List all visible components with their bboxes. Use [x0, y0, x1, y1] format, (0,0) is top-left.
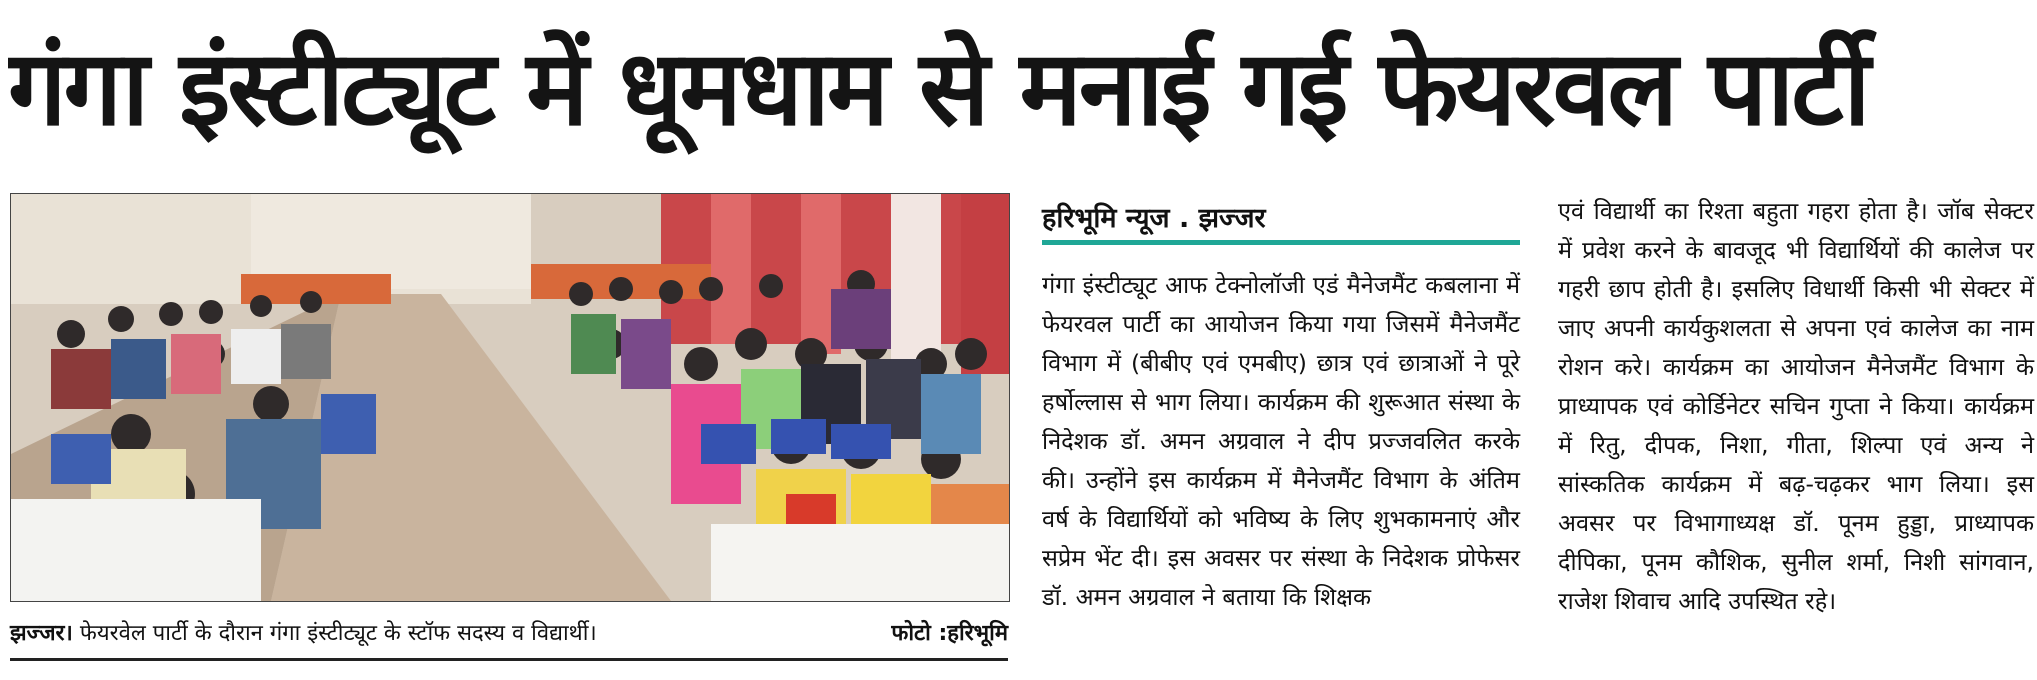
article-paragraph-2: एवं विद्यार्थी का रिश्ता बहुता गहरा होता है। जॉब सेक्टर में प्रवेश करने के बावजूद भी विद्यार्थियों की कालेज पर गहरी छाप होती है। इसलिए विधार्थी किसी भी सेक्टर में जाए अपनी कार्यकुशलता से अपना एवं कालेज का नाम रोशन करे। कार्यक्रम का आयोजन मैनेजमैंट विभाग के प्राध्यापक एवं कोर्डिनेटर सचिन गुप्ता ने किया। कार्यक्रम में रितु, दीपक, निशा, गीता, शिल्पा एवं अन्य ने सांस्कतिक कार्यक्रम में बढ़-चढ़कर भाग लिया। इस अवसर पर विभागाध्यक्ष डॉ. पूनम हुड्डा, प्राध्यापक दीपिका, पूनम कौशिक, सुनील शर्मा, निशी सांगवान, राजेश शिवाच आदि उपस्थित रहे। [1558, 197, 2034, 615]
byline: हरिभूमि न्यूज . झज्जर [1042, 203, 1266, 234]
photo-credit: फोटो :हरिभूमि [891, 620, 1008, 646]
caption-divider [10, 658, 1008, 661]
article-column-1 [1042, 266, 1520, 676]
photo-caption [10, 612, 1008, 656]
caption-description: फेयरवेल पार्टी के दौरान गंगा इंस्टीट्यूट के स्टॉफ सदस्य व विद्यार्थी। [72, 620, 597, 646]
article-paragraph-1: गंगा इंस्टीट्यूट आफ टेक्नोलॉजी एडं मैनेजमैंट कबलाना में फेयरवल पार्टी का आयोजन किया गया जिसमें मैनेजमैंट विभाग में (बीबीए एवं एमबीए) छात्र एवं छात्राओं ने पूरे हर्षोल्लास से भाग लिया। कार्यक्रम की शुरूआत संस्था के निदेशक डॉ. अमन अग्रवाल ने दीप प्रज्जवलित करके की। उन्होंने इस कार्यक्रम में मैनेजमैंट विभाग के अंतिम वर्ष के विद्यार्थियों को भविष्य के लिए शुभकामनाएं और सप्रेम भेंट दी। इस अवसर पर संस्था के निदेशक प्रोफेसर डॉ. अमन अग्रवाल ने बताया कि शिक्षक [1042, 271, 1520, 611]
byline-divider [1042, 240, 1520, 245]
article-column-2 [1558, 192, 2034, 676]
caption-place: झज्जर। [10, 620, 73, 646]
caption-text [10, 621, 597, 647]
headline: गंगा इंस्टीट्यूट में धूमधाम से मनाई गई फेयरवल पार्टी [8, 27, 1868, 149]
event-photo [10, 193, 1010, 602]
